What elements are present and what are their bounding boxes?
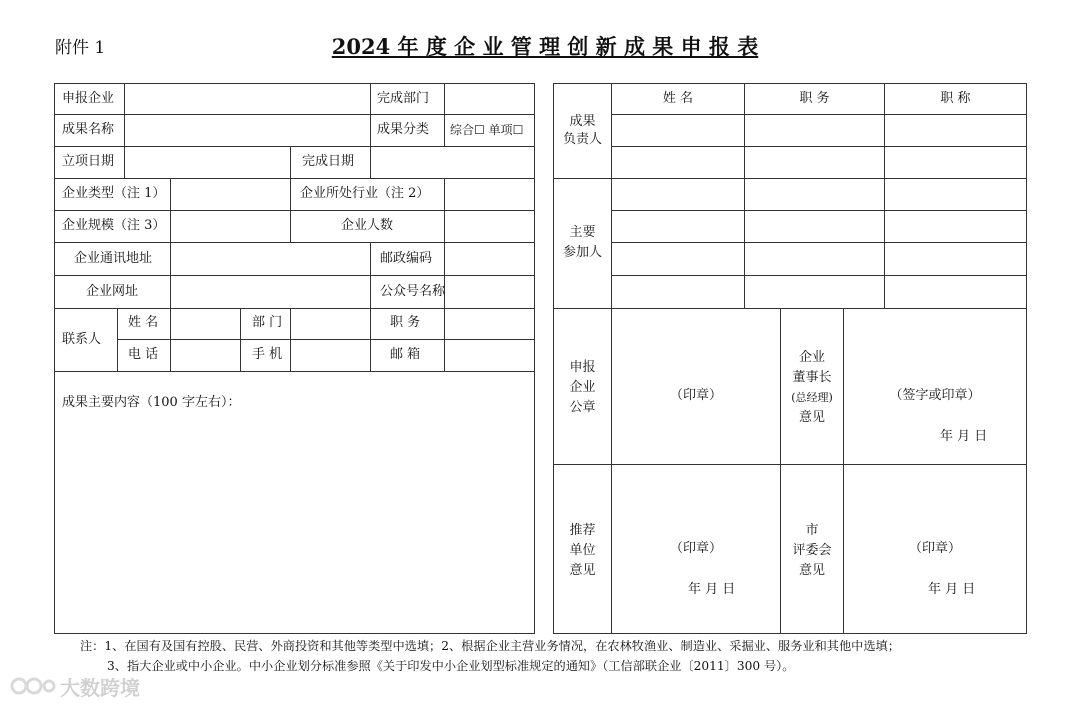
recommend-date: 年 月 日 [688,582,736,597]
recommend-label: 推荐 单位 意见 [569,523,596,578]
name-field[interactable] [125,115,369,146]
chairman-label: 企业 董事长 (总经理) 意见 [791,350,833,425]
applicant-label: 申报企业 [62,91,115,106]
applicant-field[interactable] [125,84,369,114]
category-checkboxes[interactable]: 综合☐ 单项☐ [450,123,524,137]
col-name-header: 姓 名 [662,91,694,106]
ent-type-field[interactable] [171,179,289,210]
postcode-label: 邮政编码 [380,251,433,266]
scale-field[interactable] [171,211,289,242]
contact-phone-label: 电 话 [128,347,159,362]
leader-rank-field[interactable] [885,115,1026,146]
summary-textarea[interactable] [55,415,534,632]
contact-phone-field[interactable] [171,340,239,371]
participants-name-fields[interactable] [612,179,744,308]
contact-dept-field[interactable] [291,309,369,339]
applicant-seal-placeholder[interactable]: （印章） [669,388,722,403]
contact-name-label: 姓 名 [128,315,159,330]
contact-title-field[interactable] [445,309,534,339]
website-label: 企业网址 [86,284,139,299]
col-rank-header: 职 称 [940,91,971,106]
city-committee-label: 市 评委会 意见 [792,523,832,578]
website-field[interactable] [171,276,369,308]
contact-title-label: 职 务 [390,315,421,330]
note-line-2: 3、指大企业或中小企业。中小企业划分标准参照《关于印发中小企业划型标准规定的通知》（工信部联企业〔2011〕300 号）。 [107,659,795,673]
industry-label: 企业所处行业（注 2） [300,186,430,201]
note-line-1: 注：1、在国有及国有控股、民营、外商投资和其他等类型中选填；2、根据企业主营业务情况，在农林牧渔业、制造业、采掘业、服务业和其他中选填； [80,639,900,653]
contact-email-label: 邮 箱 [390,347,421,362]
end-date-label: 完成日期 [302,154,355,169]
leader-position-field[interactable] [745,115,884,146]
chairman-sign-placeholder[interactable]: （签字或印章） [889,388,981,403]
end-date-field[interactable] [371,147,534,178]
scale-label: 企业规模（注 3） [62,218,166,233]
summary-label: 成果主要内容（100 字左右）： [62,395,241,410]
contact-mobile-field[interactable] [291,340,369,371]
leader-name-field[interactable] [612,115,744,146]
leader-label: 成果 负责人 [562,114,602,147]
name-label: 成果名称 [62,122,115,137]
headcount-label: 企业人数 [340,218,393,233]
col-position-header: 职 务 [799,91,830,106]
address-label: 企业通讯地址 [74,251,153,266]
city-seal-placeholder[interactable]: （印章） [908,541,961,556]
contact-name-field[interactable] [171,309,239,339]
dept-label: 完成部门 [377,91,430,106]
headcount-field[interactable] [445,211,534,242]
category-label: 成果分类 [377,122,430,137]
contact-dept-label: 部 门 [252,315,283,330]
ent-type-label: 企业类型（注 1） [62,186,166,201]
contact-email-field[interactable] [445,340,534,371]
participants-rank-fields[interactable] [885,179,1026,308]
start-date-label: 立项日期 [62,154,115,169]
applicant-seal-label: 申报 企业 公章 [569,360,596,415]
participants-label: 主要 参加人 [562,225,602,260]
wechat-field[interactable] [445,276,534,308]
contact-label: 联系人 [62,332,102,347]
watermark-text: 大数跨境 [60,675,140,700]
address-field[interactable] [171,243,369,275]
dept-field[interactable] [445,84,534,114]
watermark-logo-icon [8,674,58,698]
industry-field[interactable] [445,179,534,210]
postcode-field[interactable] [445,243,534,275]
participants-position-fields[interactable] [745,179,884,308]
recommend-seal-placeholder[interactable]: （印章） [669,541,722,556]
wechat-label: 公众号名称 [380,284,446,299]
page-title: 2024 年 度 企 业 管 理 创 新 成 果 申 报 表 [331,34,759,59]
attachment-label: 附件 1 [55,38,106,58]
chairman-date: 年 月 日 [940,429,988,444]
start-date-field[interactable] [125,147,289,178]
contact-mobile-label: 手 机 [252,347,283,362]
watermark [8,672,140,700]
city-date: 年 月 日 [928,582,976,597]
